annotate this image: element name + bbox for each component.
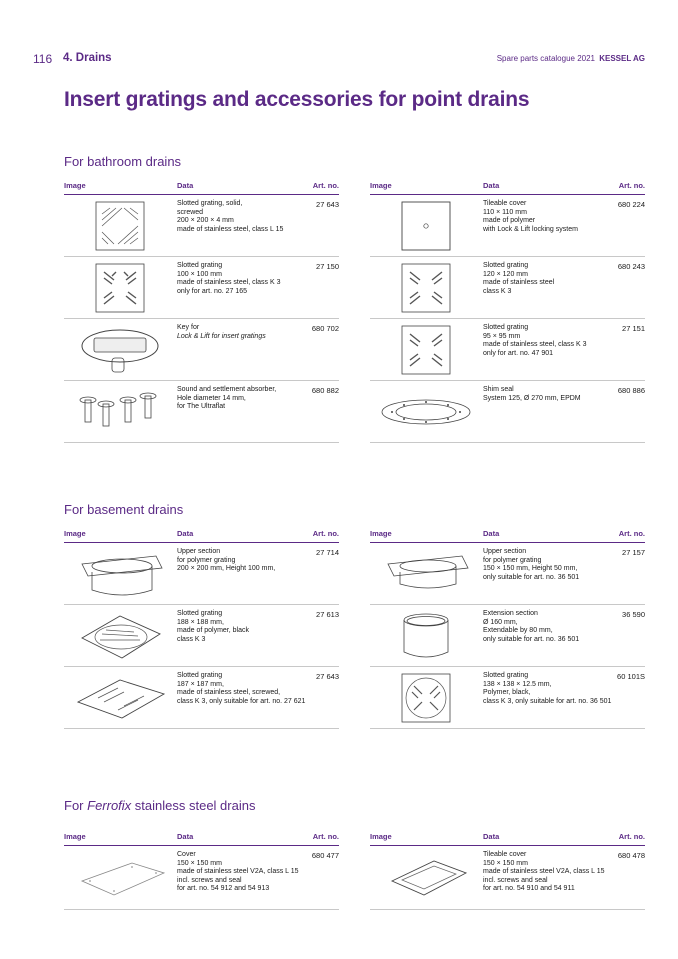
table-header: [370, 830, 645, 846]
row-data: Shim seal System 125, Ø 270 mm, EPDM: [483, 386, 581, 402]
row-data: Upper section for polymer grating 200 × 200 mm, Height 100 mm,: [177, 548, 276, 573]
article-number: 680 478: [617, 851, 645, 860]
table-row: [64, 667, 339, 729]
table-header: [370, 527, 645, 543]
catalogue-label: Spare parts catalogue 2021: [496, 54, 595, 63]
column-header-data: Data: [177, 181, 194, 190]
column-header-art: Art. no.: [312, 181, 339, 190]
table-row: [64, 846, 339, 910]
slotted-grating-image: [378, 672, 474, 724]
section-title-ferrofix: For Ferrofix stainless steel drains: [64, 798, 256, 813]
extension-section-image: [378, 610, 474, 662]
row-data: Upper section for polymer grating 150 × 150 mm, Height 50 mm, only suitable for art. no. 36 501: [483, 548, 580, 581]
upper-section-image: [378, 548, 474, 600]
row-data: Slotted grating 188 × 188 mm, made of polymer, black class K 3: [177, 610, 249, 643]
article-number: 27 613: [316, 610, 339, 619]
article-number: 680 886: [617, 386, 645, 395]
article-number: 680 243: [617, 262, 645, 271]
upper-section-image: [72, 548, 168, 600]
article-number: 27 714: [316, 548, 339, 557]
article-number: 27 150: [316, 262, 339, 271]
row-data: Sound and settlement absorber, Hole diameter 14 mm, for The Ultraflat: [177, 386, 277, 411]
table-row: [370, 319, 645, 381]
article-number: 27 157: [622, 548, 645, 557]
column-header-art: Art. no.: [618, 529, 645, 538]
column-header-art: Art. no.: [618, 832, 645, 841]
chapter-title: 4. Drains: [63, 52, 112, 64]
row-data: Slotted grating 187 × 187 mm, made of stainless steel, screwed, class K 3, only suitable for art. no. 27 621: [177, 672, 306, 705]
column-header-data: Data: [177, 529, 194, 538]
column-header-image: Image: [64, 181, 86, 190]
row-data: Tileable cover 110 × 110 mm made of polymer with Lock & Lift locking system: [483, 200, 578, 233]
key-image: [72, 324, 168, 376]
table-ferrofix-left: [64, 830, 339, 910]
row-data: Slotted grating 95 × 95 mm made of stainless steel, class K 3 only for art. no. 47 901: [483, 324, 587, 357]
table-row: [370, 605, 645, 667]
table-basement-left: [64, 527, 339, 729]
shim-seal-image: [378, 386, 474, 438]
table-bathroom-right: [370, 179, 645, 443]
row-data: Cover 150 × 150 mm made of stainless steel V2A, class L 15 incl. screws and seal for art. no. 54 912 and 54 913: [177, 851, 299, 893]
row-data: Slotted grating, solid, screwed 200 × 200 × 4 mm made of stainless steel, class L 15: [177, 200, 284, 233]
table-row: [370, 257, 645, 319]
column-header-art: Art. no.: [618, 181, 645, 190]
tileable-cover-image: [378, 200, 474, 252]
slotted-grating-image: [72, 200, 168, 252]
column-header-image: Image: [64, 529, 86, 538]
table-bathroom-left: [64, 179, 339, 443]
slotted-grating-image: [72, 672, 168, 724]
row-data: Slotted grating 100 × 100 mm made of stainless steel, class K 3 only for art. no. 27 165: [177, 262, 281, 295]
table-row: [370, 846, 645, 910]
section-title-basement: For basement drains: [64, 502, 184, 517]
table-row: [370, 543, 645, 605]
slotted-grating-image: [72, 610, 168, 662]
table-row: [370, 195, 645, 257]
column-header-art: Art. no.: [312, 529, 339, 538]
article-number: 27 151: [622, 324, 645, 333]
cover-image: [72, 851, 168, 903]
article-number: 680 882: [311, 386, 339, 395]
table-basement-right: [370, 527, 645, 729]
slotted-grating-image: [378, 262, 474, 314]
table-row: [64, 319, 339, 381]
table-row: [64, 257, 339, 319]
table-row: [370, 667, 645, 729]
tileable-cover-image: [378, 851, 474, 903]
row-data: Key for Lock & Lift for insert gratings: [177, 324, 266, 340]
column-header-image: Image: [64, 832, 86, 841]
article-number: 680 702: [311, 324, 339, 333]
table-header: [370, 179, 645, 195]
table-header: [64, 830, 339, 846]
column-header-image: Image: [370, 529, 392, 538]
slotted-grating-image: [72, 262, 168, 314]
column-header-data: Data: [483, 181, 500, 190]
column-header-image: Image: [370, 181, 392, 190]
table-row: [370, 381, 645, 443]
article-number: 27 643: [316, 200, 339, 209]
absorber-image: [72, 386, 168, 438]
page-header: [33, 52, 645, 68]
column-header-image: Image: [370, 832, 392, 841]
row-data: Slotted grating 120 × 120 mm made of stainless steel class K 3: [483, 262, 555, 295]
row-data: Tileable cover 150 × 150 mm made of stainless steel V2A, class L 15 incl. screws and seal for art. no. 54 910 and 54 911: [483, 851, 605, 893]
column-header-data: Data: [483, 529, 500, 538]
article-number: 27 643: [316, 672, 339, 681]
article-number: 60 101S: [617, 672, 645, 681]
article-number: 680 477: [311, 851, 339, 860]
table-header: [64, 527, 339, 543]
section-title-bathroom: For bathroom drains: [64, 154, 182, 169]
table-row: [64, 195, 339, 257]
slotted-grating-image: [378, 324, 474, 376]
page-number: 116: [33, 52, 53, 66]
column-header-art: Art. no.: [312, 832, 339, 841]
table-row: [64, 381, 339, 443]
row-data: Extension section Ø 160 mm, Extendable by 80 mm, only suitable for art. no. 36 501: [483, 610, 580, 643]
table-ferrofix-right: [370, 830, 645, 910]
page-title: Insert gratings and accessories for point drains: [64, 88, 530, 111]
article-number: 680 224: [617, 200, 645, 209]
column-header-data: Data: [483, 832, 500, 841]
column-header-data: Data: [177, 832, 194, 841]
table-row: [64, 543, 339, 605]
table-header: [64, 179, 339, 195]
article-number: 36 590: [622, 610, 645, 619]
company-name: KESSEL AG: [599, 54, 645, 63]
row-data: Slotted grating 138 × 138 × 12.5 mm, Polymer, black, class K 3, only suitable for art. no. 36 501: [483, 672, 612, 705]
table-row: [64, 605, 339, 667]
